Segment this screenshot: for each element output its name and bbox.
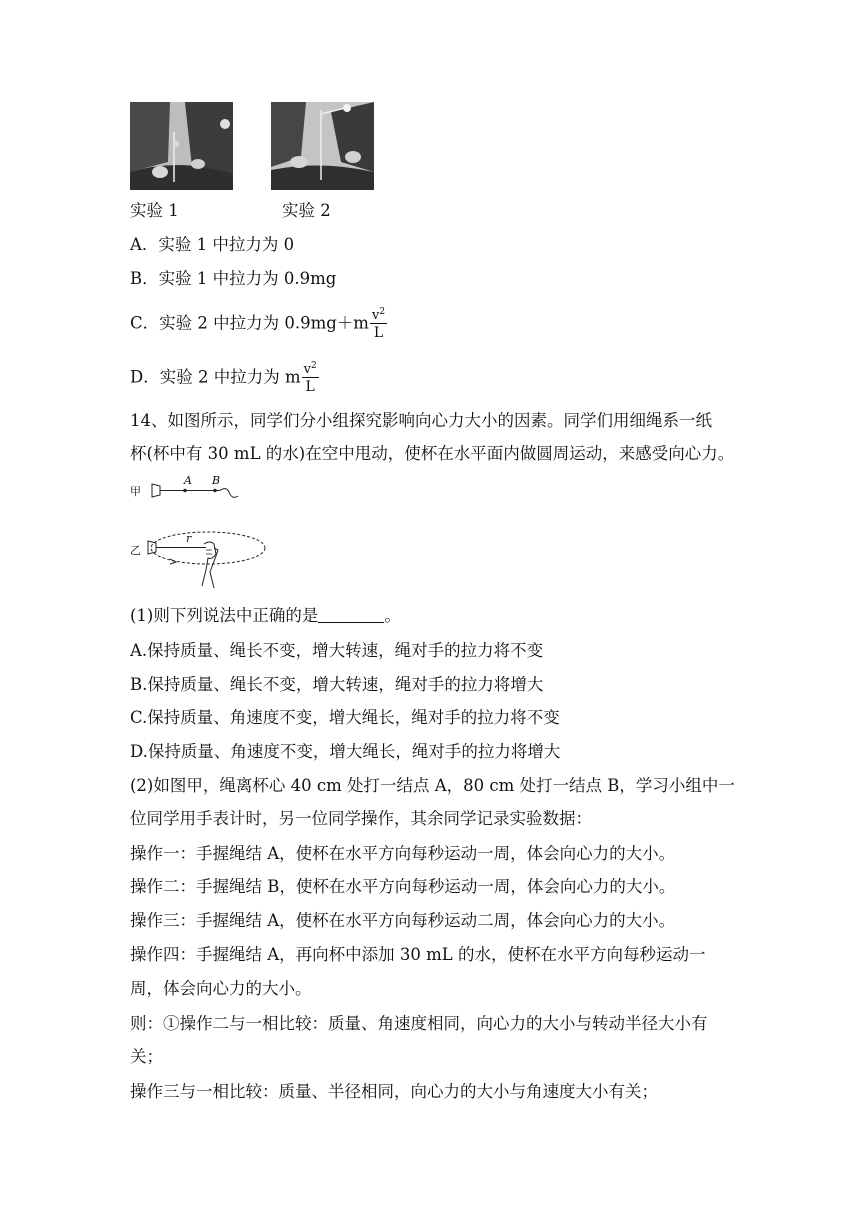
q14-part1-prompt xyxy=(130,605,401,627)
radius-r-label: r xyxy=(186,532,192,545)
conclusion-line-3: 操作三与一相比较：质量、半径相同，向心力的大小与角速度大小有关； xyxy=(130,1082,658,1101)
q14-option-a: A.保持质量、绳长不变，增大转速，绳对手的拉力将不变 xyxy=(130,641,544,660)
q14-stem-line-2: 杯(杯中有 30 mL 的水)在空中甩动，使杯在水平面内做圆周运动，来感受向心力。 xyxy=(130,444,735,463)
diagram-yi-label: 乙 xyxy=(130,544,141,557)
q13-option-d-text: D．实验 2 中拉力为 m xyxy=(130,367,301,387)
q13-option-c xyxy=(130,308,387,340)
q13-option-b: B．实验 1 中拉力为 0.9mg xyxy=(130,269,337,288)
q14-option-c: C.保持质量、角速度不变，增大绳长，绳对手的拉力将不变 xyxy=(130,708,560,727)
q13-option-c-text: C．实验 2 中拉力为 0.9mg＋m xyxy=(130,313,369,333)
experiment-1-photo xyxy=(130,102,233,190)
answer-blank[interactable] xyxy=(318,607,384,623)
conclusion-line-1: 则：①操作二与一相比较：质量、角速度相同，向心力的大小与转动半径大小有 xyxy=(130,1014,708,1033)
q13-option-d xyxy=(130,362,319,394)
photo-caption-2: 实验 2 xyxy=(282,201,331,220)
fraction-denominator: L xyxy=(373,325,384,341)
fraction-v2-over-l-d xyxy=(302,362,319,394)
knot-a-label: A xyxy=(184,474,192,487)
fraction-denominator-d: L xyxy=(305,379,315,395)
q13-option-a: A．实验 1 中拉力为 0 xyxy=(130,235,295,254)
fraction-power-d: 2 xyxy=(310,361,317,371)
operation-2: 操作二：手握绳结 B，使杯在水平方向每秒运动一周，体会向心力的大小。 xyxy=(130,877,676,896)
operation-4-line-2: 周，体会向心力的大小。 xyxy=(130,979,312,998)
operation-1: 操作一：手握绳结 A，使杯在水平方向每秒运动一周，体会向心力的大小。 xyxy=(130,844,676,863)
circular-motion-yi xyxy=(130,526,270,596)
q14-part2-line-1: (2)如图甲，绳离杯心 40 cm 处打一结点 A，80 cm 处打一结点 B，学习小组中一 xyxy=(130,776,735,795)
fraction-v2-over-l xyxy=(370,308,387,340)
q14-option-d: D.保持质量、角速度不变，增大绳长，绳对手的拉力将增大 xyxy=(130,742,561,761)
fraction-power: 2 xyxy=(379,307,386,317)
conclusion-line-2: 关； xyxy=(130,1047,163,1066)
photo-caption-1: 实验 1 xyxy=(130,201,179,220)
fraction-numerator-d: v xyxy=(303,362,311,377)
q14-part2-line-2: 位同学用手表计时，另一位同学操作，其余同学记录实验数据： xyxy=(130,809,592,828)
q14-stem-line-1: 14、如图所示，同学们分小组探究影响向心力大小的因素。同学们用细绳系一纸 xyxy=(130,411,712,430)
operation-3: 操作三：手握绳结 A，使杯在水平方向每秒运动二周，体会向心力的大小。 xyxy=(130,911,676,930)
operation-4-line-1: 操作四：手握绳结 A，再向杯中添加 30 mL 的水，使杯在水平方向每秒运动一 xyxy=(130,945,706,964)
knot-b-label: B xyxy=(212,474,221,487)
experiment-2-photo xyxy=(271,102,374,190)
fraction-numerator: v xyxy=(371,308,380,323)
q14-part1-prefix: (1)则下列说法中正确的是 xyxy=(130,606,319,625)
diagram-jia xyxy=(130,476,250,506)
diagram-yi xyxy=(130,526,270,596)
diagram-jia-label: 甲 xyxy=(130,485,141,498)
q14-part1-suffix: 。 xyxy=(384,606,401,625)
q14-option-b: B.保持质量、绳长不变，增大转速，绳对手的拉力将增大 xyxy=(130,675,544,694)
